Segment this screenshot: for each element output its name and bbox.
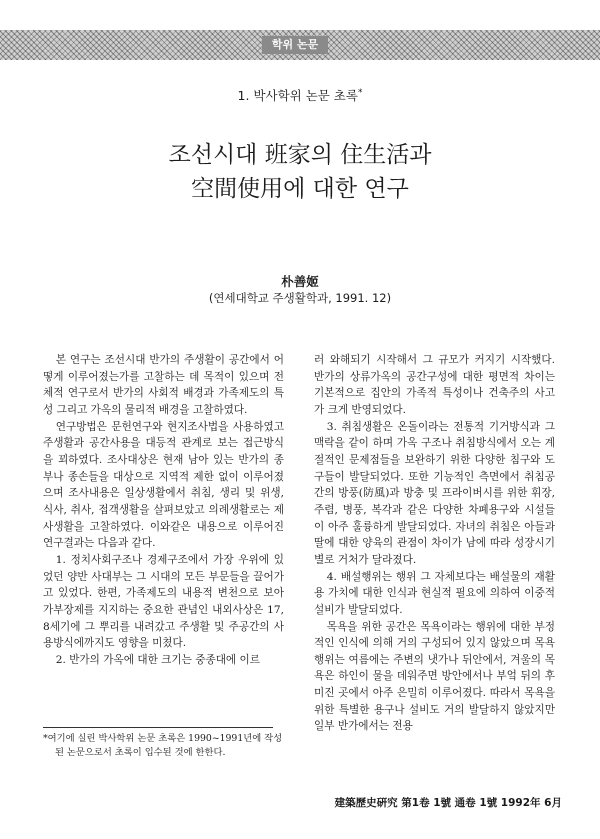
header-banner xyxy=(0,30,600,60)
journal-citation: 建築歷史硏究 第1卷 1號 通卷 1號 1992年 6月 xyxy=(334,797,562,809)
paragraph: 목욕을 위한 공간은 목욕이라는 행위에 대한 부정적인 인식에 의해 거의 구성되어 있지 않았으며 목욕행위는 여름에는 주변의 냇가나 뒤안에서, 겨울의 목욕은 하인이 물을 데워주면 방안에서나 부엌 뒤의 후미진 곳에서 아주 은밀히 이루어졌다. 따라서 목욕을 위한 특별한 용구나 설비도 거의 발달하지 않았지만 일부 반가에서는 전용 xyxy=(314,620,555,733)
footnote-mark: * xyxy=(357,87,363,98)
body-column-right xyxy=(314,352,555,735)
paragraph: 4. 배설행위는 행위 그 자체보다는 배설물의 재활용 가치에 대한 인식과 현실적 필요에 의하여 이중적 설비가 발달되었다. xyxy=(314,570,555,616)
footnote-text: *여기에 실린 박사학위 논문 초록은 1990~1991년에 작성된 논문으로서 초록이 입수된 것에 한한다. xyxy=(43,733,283,758)
section-heading-text: 1. 박사학위 논문 초록 xyxy=(237,88,358,103)
author-affiliation: (연세대학교 주생활학과, 1991. 12) xyxy=(208,291,392,305)
title-line-1: 조선시대 班家의 住生活과 xyxy=(168,142,432,168)
paragraph: 본 연구는 조선시대 반가의 주생활이 공간에서 어떻게 이루어졌는가를 고찰하는 데 목적이 있으며 전체적 연구로서 반가의 사회적 배경과 가족제도의 특성 그리고 가옥의 물리적 배경을 고찰하였다. xyxy=(43,354,284,416)
paragraph: 연구방법은 문헌연구와 현지조사법을 사용하였고 주생활과 공간사용을 대등적 관계로 보는 접근방식을 꾀하였다. 조사대상은 현재 남아 있는 반가의 종부나 종손들을 대상으로 지역적 제한 없이 이루어졌으며 조사내용은 일상생활에서 취침, 생리 및 위생, 식사, 취사, 접객생활을 살펴보았고 의례생활로는 제사생활을 고찰하였다. 이와같은 내용으로 이루어진 연구결과는 다음과 같다. xyxy=(43,420,284,550)
paper-title xyxy=(0,138,600,206)
author-name: 朴善姬 xyxy=(281,274,319,289)
footnote-divider xyxy=(43,727,273,728)
paragraph: 3. 취침생활은 온돌이라는 전통적 기거방식과 그 맥락을 같이 하며 가옥 구조나 취침방식에서 오는 계절적인 문제점들을 보완하기 위한 다양한 침구와 도구들이 발달되었다. 또한 기능적인 측면에서 취침공간의 방풍(防風)과 방충 및 프라이버시를 위한 휘장, 주렴, 병풍, 복각과 같은 다양한 차폐용구와 시설들이 아주 훌륭하게 발달되었다. 자녀의 취침은 아들과 딸에 대한 양육의 관점이 차이가 남에 따라 성장시기별로 거처가 달라졌다. xyxy=(314,420,555,566)
section-category-label: 학위 논문 xyxy=(262,36,328,54)
title-line-2: 空間使用에 대한 연구 xyxy=(191,176,409,202)
footnote xyxy=(43,732,284,760)
paragraph: 러 와해되기 시작해서 그 규모가 커지기 시작했다. 반가의 상류가옥의 공간구성에 대한 평면적 차이는 기본적으로 집안의 가족적 특성이나 건축주의 사고가 크게 반영되었다. xyxy=(314,354,555,416)
section-heading xyxy=(0,86,600,104)
paragraph: 1. 정치사회구조나 경제구조에서 가장 우위에 있었던 양반 사대부는 그 시대의 모든 부문들을 끌어가고 있었다. 한편, 가족제도의 내용적 변천으로 보아 가부장제를 지지하는 중요한 관념인 내외사상은 17, 8세기에 그 뿌리를 내려갔고 주생활 및 주공간의 사용방식에까지도 영향을 미쳤다. xyxy=(43,553,284,650)
body-column-left xyxy=(43,352,284,668)
paragraph: 2. 반가의 가옥에 대한 크기는 중종대에 이르 xyxy=(55,653,261,666)
